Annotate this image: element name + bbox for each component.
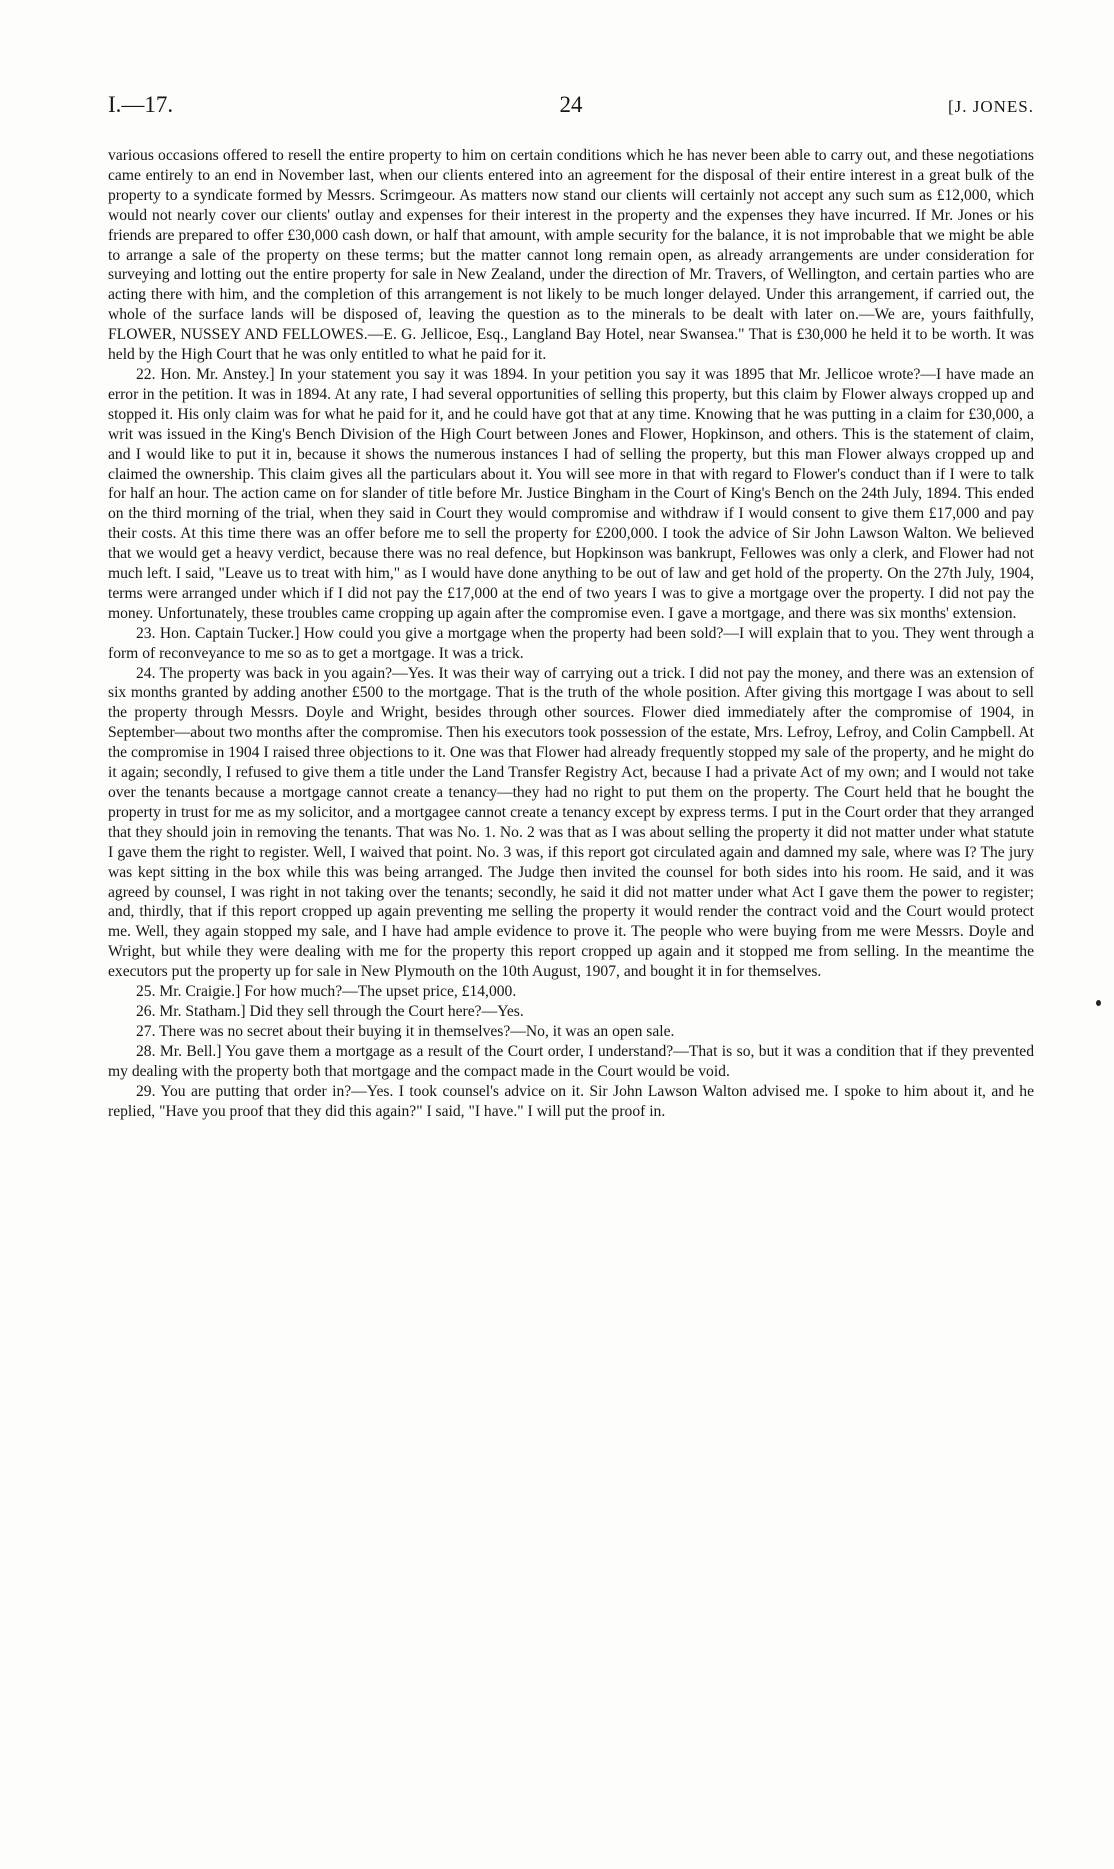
page-header [108,92,1034,126]
paragraph-continuation: various occasions offered to resell the entire property to him on certain conditions which he has never been able to carry out, and these negotiations came entirely to an end in November last, when our clients entered into an agreement for the disposal of their entire interest in a great bulk of the property to a syndicate formed by Messrs. Scrimgeour. As matters now stand our clients will certainly not accept any such sum as £12,000, which would not nearly cover our clients' outlay and expenses for their interest in the property and the expenses they have incurred. If Mr. Jones or his friends are prepared to offer £30,000 cash down, or half that amount, with ample security for the balance, it is not improbable that we might be able to arrange a sale of the property on these terms; but the matter cannot long remain open, as already arrangements are under consideration for surveying and lotting out the entire property for sale in New Zealand, under the direction of Mr. Travers, of Wellington, and certain parties who are acting there with him, and the completion of this arrangement is not likely to be much longer delayed. Under this arrangement, if carried out, the whole of the surface lands will be disposed of, leaving the question as to the minerals to be dealt with later on.—We are, yours faithfully, FLOWER, NUSSEY AND FELLOWES.—E. G. Jellicoe, Esq., Langland Bay Hotel, near Swansea." That is £30,000 he held it to be worth. It was held by the High Court that he was only entitled to what he paid for it. [108,147,1034,364]
paragraph-25: 25. Mr. Craigie.] For how much?—The upset price, £14,000. [136,983,517,1001]
paragraph-24: 24. The property was back in you again?—Yes. It was their way of carrying out a trick. I did not pay the money, and there was an extension of six months granted by adding another £500 to the mortgage. That is the truth of the whole position. After giving this mortgage I was about to sell the property through Messrs. Doyle and Wright, besides through other sources. Flower died immediately after the compromise of 1904, in September—about two months after the compromise. Then his executors took possession of the estate, Mrs. Lefroy, Lefroy, and Colin Campbell. At the compromise in 1904 I raised three objections to it. One was that Flower had already frequently stopped my sale of the property, and he might do it again; secondly, I refused to give them a title under the Land Transfer Registry Act, because I had a private Act of my own; and I would not take over the tenants because a mortgage cannot create a tenancy—they had no right to put them on the property. The Court held that he bought the property in trust for me as my solicitor, and a mortgagee cannot create a tenancy except by express terms. I put in the Court order that they arranged that they should join in removing the tenants. That was No. 1. No. 2 was that as I was about selling the property it did not matter under what statute I gave them the right to register. Well, I waived that point. No. 3 was, if this report got circulated again and damned my sale, where was I? The jury was kept sitting in the box while this was being arranged. The Judge then invited the counsel for both sides into his room. He said, and it was agreed by counsel, I was right in not taking over the tenants; secondly, he said it did not matter under what Act I gave them the power to register; and, thirdly, that if this report cropped up again preventing me selling the property it would render the contract void and the Court would protect me. Well, they again stopped my sale, and I have had ample evidence to prove it. The people who were buying from me were Messrs. Doyle and Wright, but while they were dealing with me for the property this report cropped up again and it stopped me from selling. In the meantime the executors put the property up for sale in New Plymouth on the 10th August, 1907, and bought it in for themselves. [108,664,1034,981]
paragraph-22: 22. Hon. Mr. Anstey.] In your statement you say it was 1894. In your petition you say it was 1895 that Mr. Jellicoe wrote?—I have made an error in the petition. It was in 1894. At any rate, I had several opportunities of selling this property, but this claim by Flower always cropped up and stopped it. His only claim was for what he paid for it, and he could have got that at any time. Knowing that he was putting in a claim for £30,000, a writ was issued in the King's Bench Division of the High Court between Jones and Flower, Hopkinson, and others. This is the statement of claim, and I would like to put it in, because it shows the numerous instances I had of selling the property, but this man Flower always cropped up and claimed the ownership. This claim gives all the particulars about it. You will see more in that with regard to Flower's conduct than if I were to talk for half an hour. The action came on for slander of title before Mr. Justice Bingham in the Court of King's Bench on the 24th July, 1894. This ended on the third morning of the trial, when they said in Court they would compromise and withdraw if I would consent to give them £17,000 and pay their costs. At this time there was an offer before me to sell the property for £200,000. I took the advice of Sir John Lawson Walton. We believed that we would get a heavy verdict, because there was no real defence, but Hopkinson was bankrupt, Fellowes was only a clerk, and Flower had not much left. I said, "Leave us to treat with him," as I would have done anything to be out of law and get hold of the property. On the 27th July, 1904, terms were arranged under which if I did not pay the £17,000 at the end of two years I was to give a mortgage over the property. I did not pay the money. Unfortunately, these troubles came cropping up again after the compromise even. I gave a mortgage, and there was six months' extension. [108,365,1034,622]
page-number: 24 [559,92,583,117]
margin-mark [1096,1000,1101,1006]
document-body [108,146,1034,1121]
paragraph-28: 28. Mr. Bell.] You gave them a mortgage as a result of the Court order, I understand?—That is so, but it was a condition that if they prevented my dealing with the property both that mortgage and the compact made in the Court would be void. [108,1042,1034,1080]
document-reference: I.—17. [108,92,174,117]
paragraph-27: 27. There was no secret about their buying it in themselves?—No, it was an open sale. [136,1022,675,1040]
paragraph-23: 23. Hon. Captain Tucker.] How could you give a mortgage when the property had been sold?—I will explain that to you. They went through a form of reconveyance to me so as to get a mortgage. It was a trick. [108,624,1034,662]
running-head: [J. JONES. [947,97,1034,116]
paragraph-29: 29. You are putting that order in?—Yes. I took counsel's advice on it. Sir John Lawson Walton advised me. I spoke to him about it, and he replied, "Have you proof that they did this again?" I said, "I have." I will put the proof in. [108,1082,1034,1120]
paragraph-26: 26. Mr. Statham.] Did they sell through the Court here?—Yes. [136,1002,524,1020]
